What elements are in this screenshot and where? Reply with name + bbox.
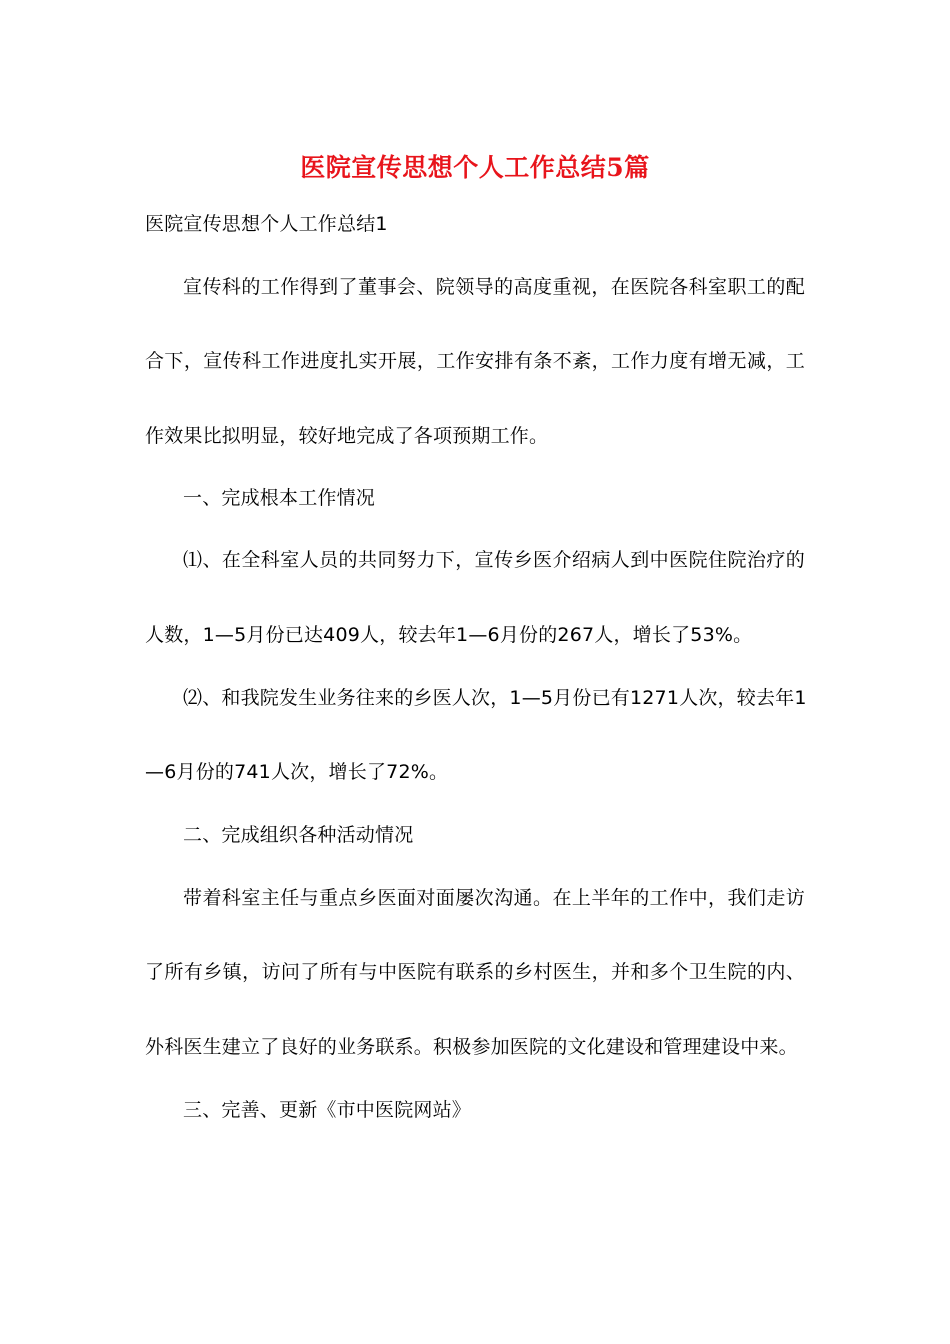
document-title: 医院宣传思想个人工作总结5篇 xyxy=(300,153,650,182)
paragraph-line-7: —6月份的741人次，增长了72%。 xyxy=(145,761,449,783)
paragraph-line-9: 了所有乡镇，访问了所有与中医院有联系的乡村医生，并和多个卫生院的内、 xyxy=(145,961,805,983)
paragraph-line-2: 合下，宣传科工作进度扎实开展，工作安排有条不紊，工作力度有增无减，工 xyxy=(145,350,805,372)
subheading-3: 三、完善、更新《市中医院网站》 xyxy=(183,1099,472,1121)
paragraph-line-1: 宣传科的工作得到了董事会、院领导的高度重视，在医院各科室职工的配 xyxy=(183,276,805,298)
paragraph-line-3: 作效果比拟明显，较好地完成了各项预期工作。 xyxy=(145,425,549,447)
section-heading: 医院宣传思想个人工作总结1 xyxy=(145,213,388,235)
subheading-2: 二、完成组织各种活动情况 xyxy=(183,824,414,846)
paragraph-line-4: ⑴、在全科室人员的共同努力下，宣传乡医介绍病人到中医院住院治疗的 xyxy=(183,549,805,571)
paragraph-line-10: 外科医生建立了良好的业务联系。积极参加医院的文化建设和管理建设中来。 xyxy=(145,1036,798,1058)
paragraph-line-5: 人数，1—5月份已达409人，较去年1—6月份的267人，增长了53%。 xyxy=(145,624,753,646)
subheading-1: 一、完成根本工作情况 xyxy=(183,487,376,509)
paragraph-line-8: 带着科室主任与重点乡医面对面屡次沟通。在上半年的工作中，我们走访 xyxy=(183,887,805,909)
paragraph-line-6: ⑵、和我院发生业务往来的乡医人次，1—5月份已有1271人次，较去年1 xyxy=(183,687,807,709)
